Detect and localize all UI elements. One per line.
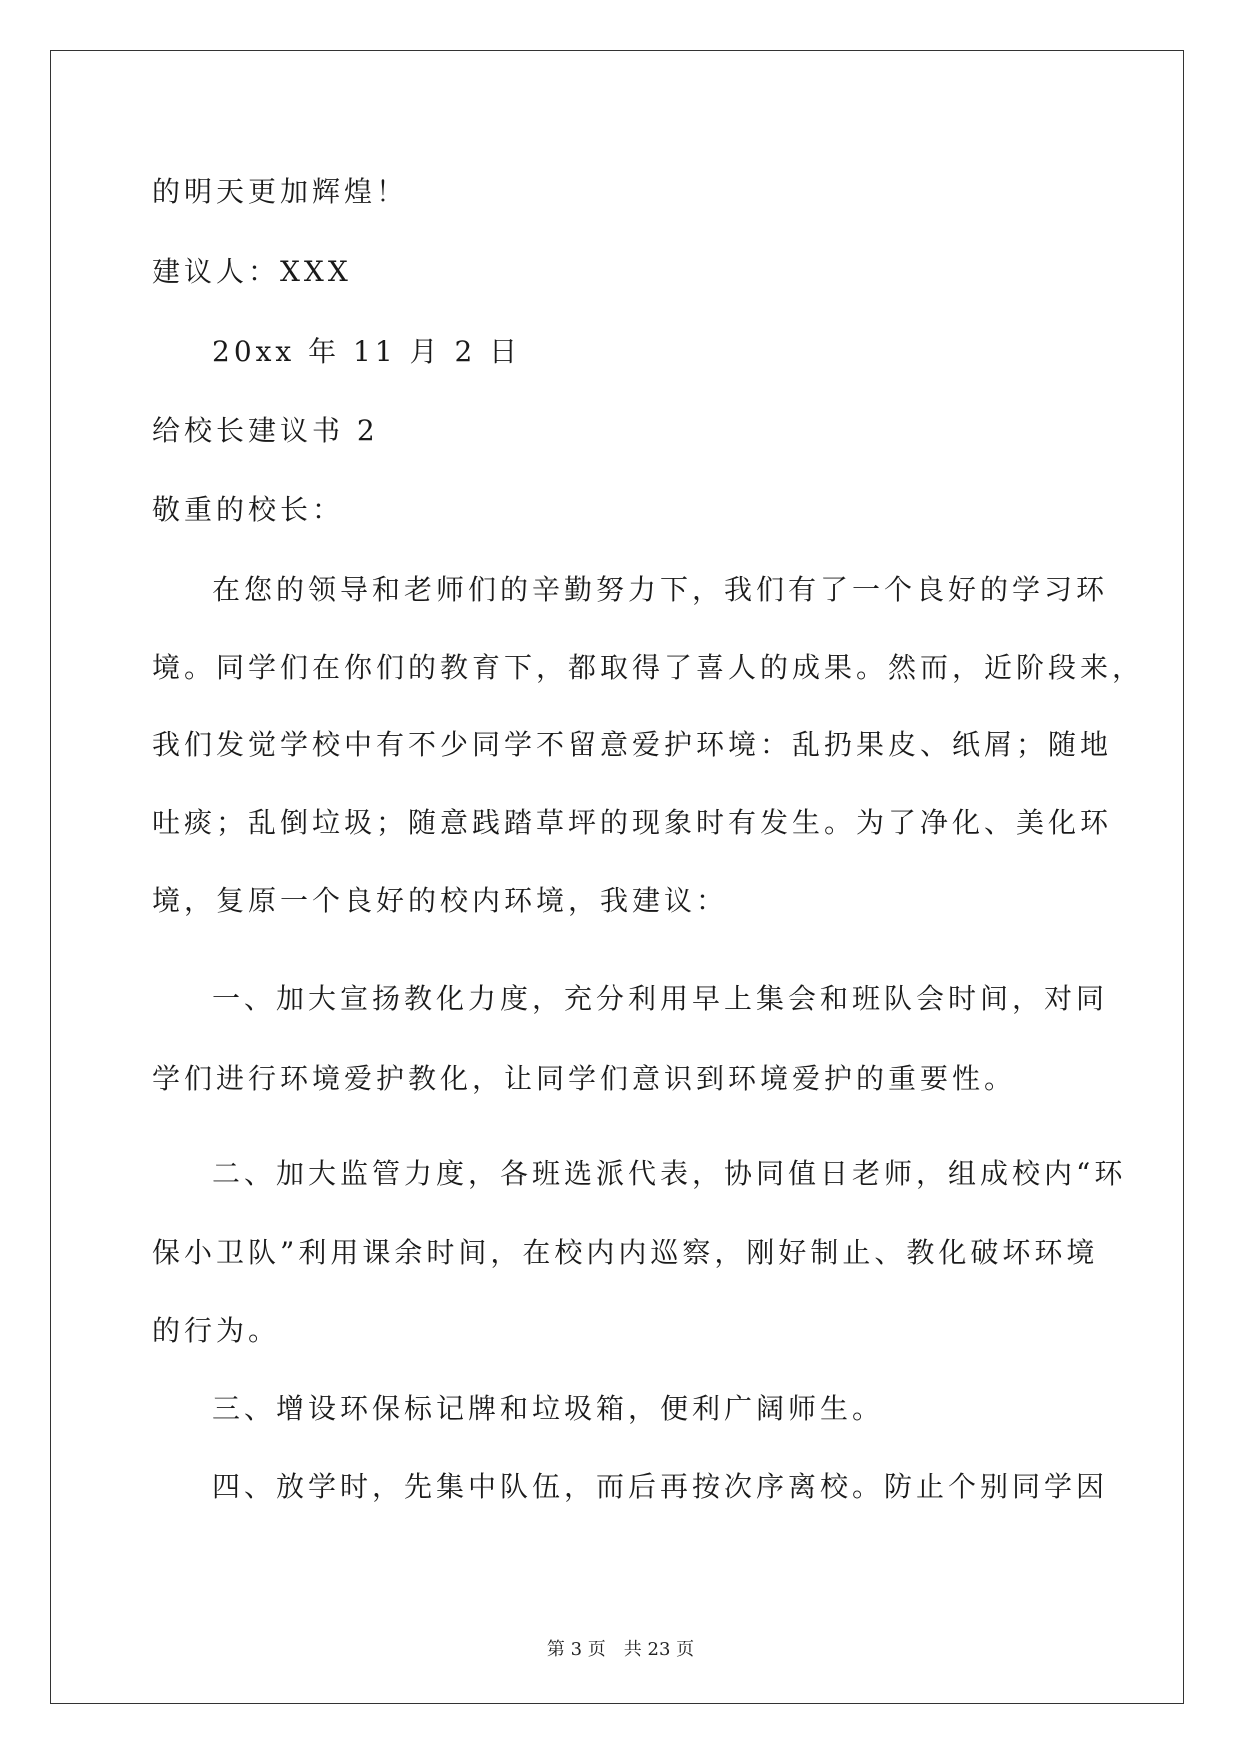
- text-line: 二、加大监管力度，各班选派代表，协同值日老师，组成校内“环: [212, 1157, 1127, 1190]
- text-line: 境。同学们在你们的教育下，都取得了喜人的成果。然而，近阶段来，: [152, 651, 1145, 684]
- text-line: 保小卫队”利用课余时间，在校内内巡察，刚好制止、教化破坏环境: [152, 1236, 1099, 1269]
- text-line: 境，复原一个良好的校内环境，我建议：: [152, 884, 729, 917]
- text-line: 吐痰；乱倒垃圾；随意践踏草坪的现象时有发生。为了净化、美化环: [152, 806, 1113, 839]
- text-line: 的明天更加辉煌！: [152, 175, 409, 208]
- text-line: 我们发觉学校中有不少同学不留意爱护环境：乱扔果皮、纸屑；随地: [152, 728, 1113, 761]
- page-number: 第 3 页 共 23 页: [546, 1639, 695, 1660]
- page-border: [50, 50, 1184, 1704]
- text-line: 在您的领导和老师们的辛勤努力下，我们有了一个良好的学习环: [212, 573, 1109, 606]
- text-line: 四、放学时，先集中队伍，而后再按次序离校。防止个别同学因: [212, 1470, 1109, 1503]
- signer-line: 建议人：XXX: [152, 255, 352, 288]
- text-line: 一、加大宣扬教化力度，充分利用早上集会和班队会时间，对同: [212, 982, 1109, 1015]
- text-line: 学们进行环境爱护教化，让同学们意识到环境爱护的重要性。: [152, 1062, 1017, 1095]
- date-line: 20xx 年 11 月 2 日: [212, 335, 522, 368]
- text-line: 三、增设环保标记牌和垃圾箱，便利广阔师生。: [212, 1392, 885, 1425]
- salutation: 敬重的校长：: [152, 493, 345, 526]
- text-line: 的行为。: [152, 1314, 281, 1347]
- section-title: 给校长建议书 2: [152, 414, 379, 447]
